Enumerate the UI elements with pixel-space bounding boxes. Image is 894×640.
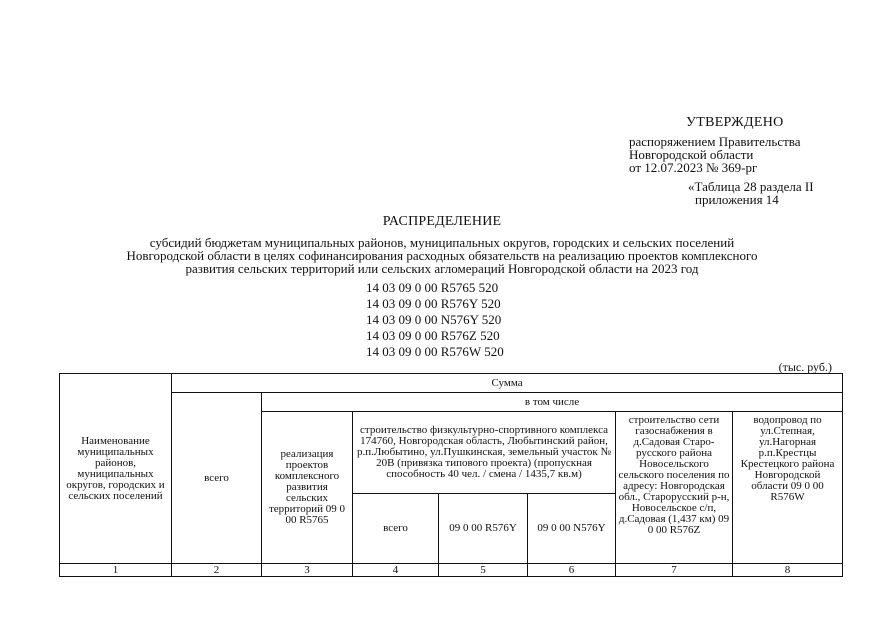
column-number: 3 <box>262 564 353 577</box>
header-total: всего <box>172 393 262 564</box>
distribution-table <box>59 373 843 577</box>
subtitle-line-3: развития сельских территорий или сельских агломераций Новгородской области на 2023 год <box>185 261 699 276</box>
header-water-supply: водопровод по ул.Степная, ул.Нагорная р.п.Крестцы Крестецкого района Новгородской области 09 0 00 R576W <box>733 412 843 564</box>
table-reference <box>688 180 814 206</box>
header-sport-r576y: 09 0 00 R576Y <box>439 494 528 564</box>
document-subtitle <box>20 236 864 275</box>
approval-line-2: Новгородской области <box>629 147 754 162</box>
header-r5765: реализация проектов комплексного развития сельских территорий 09 0 00 R5765 <box>262 412 353 564</box>
table-reference-line-2: приложения 14 <box>695 192 779 207</box>
budget-code: 14 03 09 0 00 R5765 520 <box>366 280 499 295</box>
approval-line-1: распоряжением Правительства <box>629 134 801 149</box>
budget-code: 14 03 09 0 00 R576W 520 <box>366 344 504 359</box>
header-including: в том числе <box>262 393 843 412</box>
approval-title: УТВЕРЖДЕНО <box>686 115 784 130</box>
document-title: РАСПРЕДЕЛЕНИЕ <box>382 214 502 229</box>
table-reference-line-1: «Таблица 28 раздела II <box>688 179 814 194</box>
unit-label: (тыс. руб.) <box>778 360 832 374</box>
subtitle-line-2: Новгородской области в целях софинансирования расходных обязательств на реализацию проектов комплексного <box>126 248 758 263</box>
column-number: 1 <box>60 564 172 577</box>
subtitle-line-1: субсидий бюджетам муниципальных районов, муниципальных округов, городских и сельских поселений <box>149 235 735 250</box>
budget-code: 14 03 09 0 00 R576Y 520 <box>366 296 501 311</box>
column-number: 2 <box>172 564 262 577</box>
column-number-row <box>60 564 843 577</box>
column-number: 5 <box>439 564 528 577</box>
header-name-column: Наименование муниципальных районов, муниципальных округов, городских и сельских поселений <box>60 374 172 564</box>
header-sport-n576y: 09 0 00 N576Y <box>528 494 616 564</box>
column-number: 4 <box>353 564 439 577</box>
approval-line-3: от 12.07.2023 № 369-рг <box>629 160 758 175</box>
column-number: 6 <box>528 564 616 577</box>
budget-code: 14 03 09 0 00 R576Z 520 <box>366 328 500 343</box>
budget-code: 14 03 09 0 00 N576Y 520 <box>366 312 502 327</box>
approval-block <box>629 135 801 174</box>
budget-codes <box>366 280 504 360</box>
header-gas-network: строительство сети газоснабжения в д.Садовая Старо-русского района Новосельского сельского поселения по адресу: Новгородская обл., Старорусский р-н, Новосельское с/п, д.Садовая (1,437 км) 09 0 00 R576Z <box>616 412 733 564</box>
header-sport-complex: строительство физкультурно-спортивного комплекса 174760, Новгородская область, Любытинский район, р.п.Любытино, ул.Пушкинская, земельный участок № 20В (привязка типового проекта) (пропускная способность 40 чел. / смена / 1435,7 кв.м) <box>353 412 616 494</box>
column-number: 7 <box>616 564 733 577</box>
header-sport-total: всего <box>353 494 439 564</box>
header-sum: Сумма <box>172 374 843 393</box>
column-number: 8 <box>733 564 843 577</box>
